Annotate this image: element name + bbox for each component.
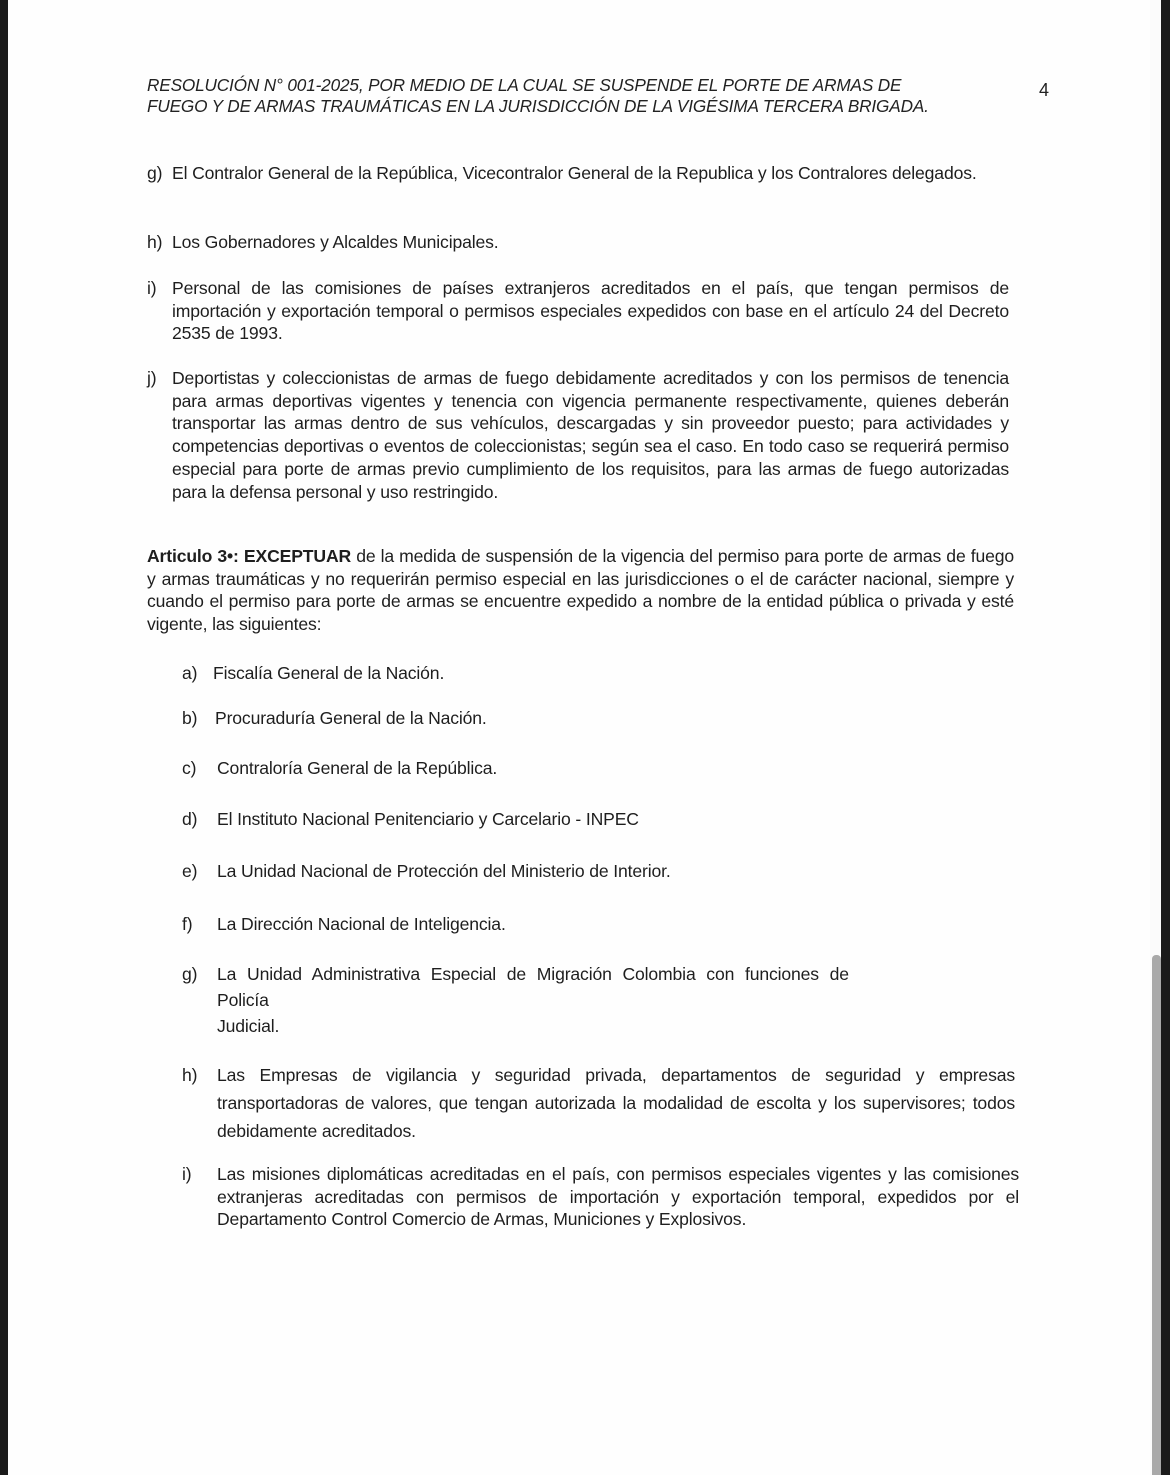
list-item-text: El Contralor General de la República, Vicecontralor General de la Republica y los Contralores delegados. (172, 163, 977, 183)
exception-text-line-3: Judicial. (217, 1016, 280, 1036)
exception-item (182, 961, 1015, 1039)
article-3-paragraph (147, 545, 1014, 636)
list-item-label: h) (147, 232, 163, 252)
exception-label: i) (182, 1164, 192, 1184)
list-item (147, 231, 1009, 254)
exception-item (182, 1061, 1015, 1145)
list-item-label: j) (147, 368, 157, 388)
exception-item (182, 662, 1015, 685)
list-item-label: g) (147, 163, 163, 183)
exception-label: h) (182, 1065, 198, 1085)
document-page (8, 0, 1161, 1475)
exception-item (182, 707, 1015, 730)
article-3-keyword: EXCEPTUAR (243, 546, 352, 566)
article-3-body: de la medida de suspensión de la vigencia del permiso para porte de armas de fuego y armas traumáticas y no requerirán permiso especial en las jurisdicciones o el de carácter nacional, siempre y cuando el permiso para porte de armas se encuentre expedido a nombre de la entidad pública o privada y esté vigente, las siguientes: (147, 546, 1014, 635)
header-title-line-1: RESOLUCIÓN N° 001-2025, POR MEDIO DE LA CUAL SE SUSPENDE EL PORTE DE ARMAS DE (147, 75, 902, 95)
exception-item (182, 1163, 1019, 1231)
list-item (147, 367, 1009, 503)
exception-item (182, 757, 1015, 780)
exception-label: c) (182, 758, 197, 778)
exception-text: Fiscalía General de la Nación. (213, 663, 445, 683)
exception-item (182, 808, 1015, 831)
exception-text: La Dirección Nacional de Inteligencia. (217, 914, 506, 934)
document-header (147, 75, 987, 117)
exception-label: d) (182, 809, 198, 829)
exception-label: g) (182, 964, 198, 984)
exception-text: Contraloría General de la República. (217, 758, 498, 778)
exception-item (182, 913, 1015, 936)
header-title-line-2: FUEGO Y DE ARMAS TRAUMÁTICAS EN LA JURISDICCIÓN DE LA VIGÉSIMA TERCERA BRIGADA. (147, 96, 929, 116)
exception-text: El Instituto Nacional Penitenciario y Carcelario - INPEC (217, 809, 639, 829)
exception-label: e) (182, 861, 198, 881)
scrollbar-thumb[interactable] (1152, 955, 1161, 1475)
exception-text-line-2: Policía (217, 990, 269, 1010)
list-item (147, 277, 1009, 345)
exception-text-line-1: La Unidad Administrativa Especial de Migración Colombia con funciones de (217, 964, 849, 984)
list-item-label: i) (147, 278, 157, 298)
exception-label: f) (182, 914, 193, 934)
exception-text: Procuraduría General de la Nación. (215, 708, 487, 728)
list-item (147, 162, 1009, 185)
exception-text: La Unidad Nacional de Protección del Ministerio de Interior. (217, 861, 671, 881)
exception-label: a) (182, 663, 198, 683)
list-item-text: Personal de las comisiones de países extranjeros acreditados en el país, que tengan permisos de importación y exportación temporal o permisos especiales expedidos con base en el artículo 24 del Decreto 2535 de 1993. (172, 278, 1009, 344)
exception-text: Las misiones diplomáticas acreditadas en el país, con permisos especiales vigentes y las comisiones extranjeras acreditadas con permisos de importación y exportación temporal, expedidos por el Departamento Control Comercio de Armas, Municiones y Explosivos. (217, 1164, 1019, 1230)
list-item-text: Deportistas y coleccionistas de armas de fuego debidamente acreditados y con los permisos de tenencia para armas deportivas vigentes y tenencia con vigencia permanente respectivamente, quienes deberán transportar las armas dentro de sus vehículos, descargadas y sin proveedor puesto; para actividades y competencias deportivas o eventos de coleccionistas; según sea el caso. En todo caso se requerirá permiso especial para porte de armas previo cumplimiento de los requisitos, para las armas de fuego autorizadas para la defensa personal y uso restringido. (172, 368, 1009, 502)
article-3-heading: Articulo 3•: (147, 546, 239, 566)
exception-text: Las Empresas de vigilancia y seguridad privada, departamentos de seguridad y empresas transportadoras de valores, que tengan autorizada la modalidad de escolta y los supervisores; todos debidamente acreditados. (217, 1065, 1015, 1141)
exception-item (182, 860, 1015, 883)
exception-label: b) (182, 708, 198, 728)
page-number: 4 (1039, 80, 1050, 100)
list-item-text: Los Gobernadores y Alcaldes Municipales. (172, 232, 499, 252)
